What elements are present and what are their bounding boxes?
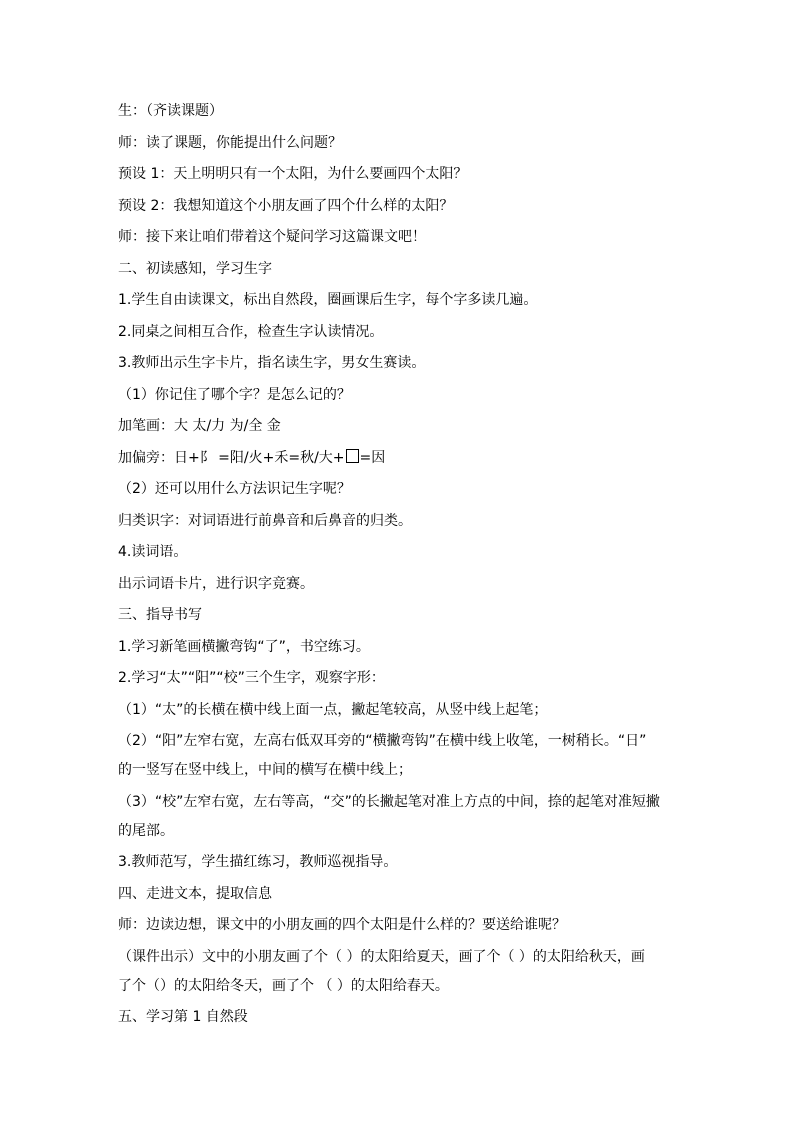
text-span: =因: [359, 449, 386, 466]
text-line: 4.读词语。: [118, 544, 188, 560]
text-line: （2）“阳”左窄右宽，左高右低双耳旁的“横撇弯钩”在横中线上收笔，一树稍长。“日”: [118, 733, 647, 749]
document-body: [118, 101, 678, 1039]
text-line: （3）“校”左窄右宽，左右等高，“交”的长撇起笔对准上方点的中间，捺的起笔对准短撇: [118, 793, 660, 810]
text-line: 1.学习新笔画横撇弯钩“了”，书空练习。: [118, 638, 370, 655]
text-line: 预设 1：天上明明只有一个太阳，为什么要画四个太阳？: [118, 166, 468, 182]
text-line: [118, 448, 678, 468]
text-line: 师：读了课题，你能提出什么问题？: [118, 134, 342, 151]
text-line: （2）还可以用什么方法识记生字呢？: [118, 481, 351, 497]
text-line: 生：（齐读课题）: [118, 103, 223, 119]
square-box-icon: [346, 449, 359, 463]
section-heading: 四、走进文本，提取信息: [118, 885, 272, 902]
text-line: 了个（）的太阳给冬天，画了个 （ ）的太阳给春天。: [118, 977, 449, 994]
text-line: 出示词语卡片，进行识字竞赛。: [118, 575, 314, 592]
text-line: 归类识字：对词语进行前鼻音和后鼻音的归类。: [118, 512, 412, 529]
text-line: （课件出示）文中的小朋友画了个（ ）的太阳给夏天，画了个（ ）的太阳给秋天，画: [118, 948, 645, 965]
text-line: 3.教师范写，学生描红练习，教师巡视指导。: [118, 854, 398, 870]
text-line: 师：接下来让咱们带着这个疑问学习这篇课文吧！: [118, 229, 426, 245]
text-line: 的一竖写在竖中线上，中间的横写在横中线上；: [118, 762, 412, 778]
text-line: 师：边读边想，课文中的小朋友画的四个太阳是什么样的？要送给谁呢？: [118, 917, 566, 933]
text-line: 预设 2：我想知道这个小朋友画了四个什么样的太阳？: [118, 197, 454, 214]
section-heading: 二、初读感知，学习生字: [118, 260, 272, 277]
text-line: 加笔画：大 太/力 为/全 金: [118, 418, 281, 434]
section-heading: 三、指导书写: [118, 607, 202, 623]
text-line: 2.学习“太”“阳”“校”三个生字，观察字形：: [118, 670, 385, 686]
text-span: 加偏旁：日+阝 =阳/火+禾=秋/大+: [118, 449, 345, 466]
text-line: 的尾部。: [118, 822, 174, 839]
text-line: 3.教师出示生字卡片，指名读生字，男女生赛读。: [118, 355, 426, 371]
text-line: （1）你记住了哪个字？是怎么记的？: [118, 386, 351, 403]
section-heading: 五、学习第 1 自然段: [118, 1009, 248, 1025]
text-line: （1）“太”的长横在横中线上面一点，撇起笔较高，从竖中线上起笔；: [118, 701, 548, 718]
text-line: 1.学生自由读课文，标出自然段，圈画课后生字，每个字多读几遍。: [118, 292, 538, 308]
text-line: 2.同桌之间相互合作，检查生字认读情况。: [118, 323, 384, 340]
